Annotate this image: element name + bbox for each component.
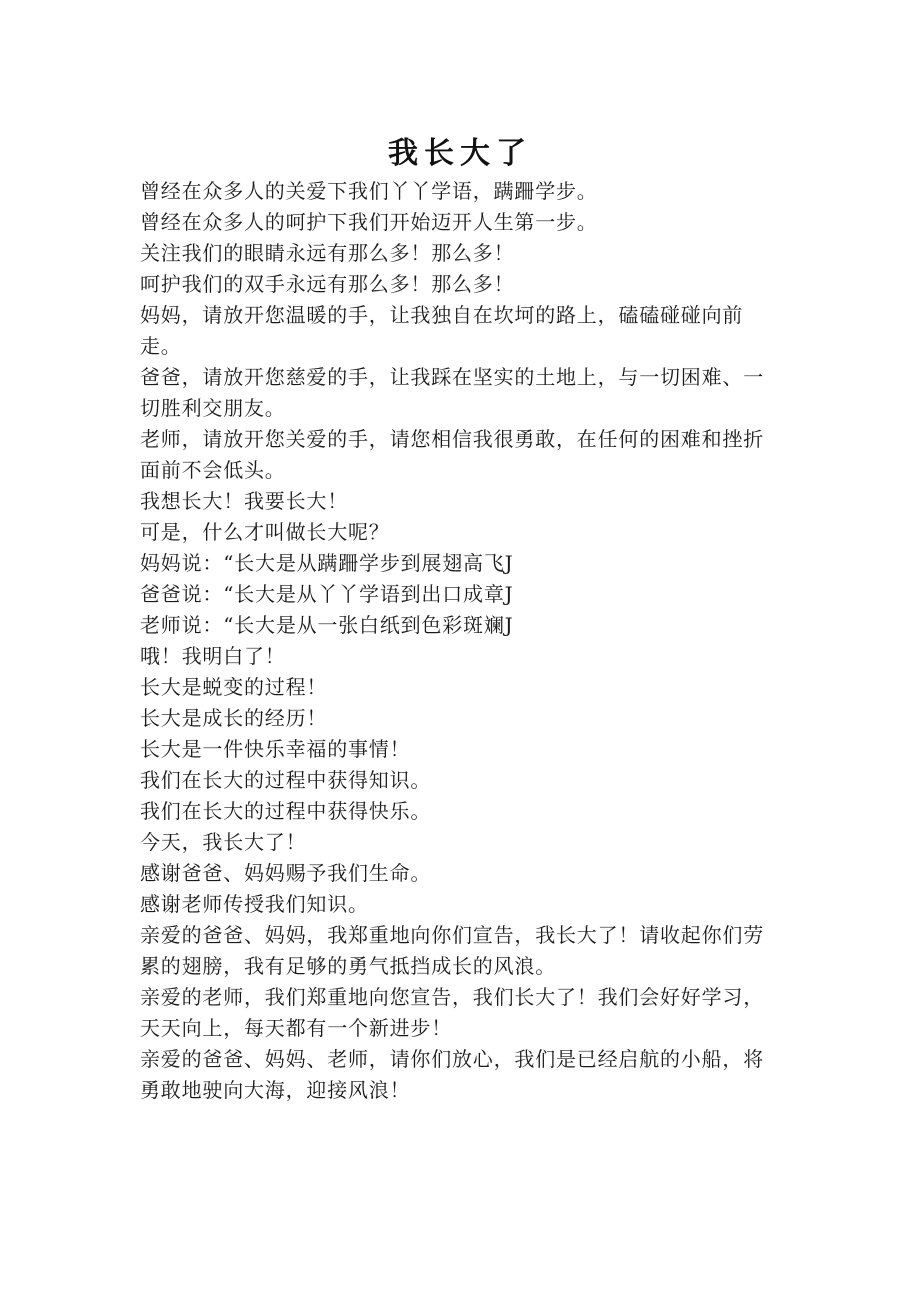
paragraph: 曾经在众多人的呵护下我们开始迈开人生第一步。 (140, 210, 598, 234)
paragraph: 亲爱的老师，我们郑重地向您宣告，我们长大了！我们会好好学习，天天向上，每天都有一个新进步！ (140, 985, 764, 1040)
paragraph: 今天，我长大了！ (140, 830, 307, 854)
paragraph: 我们在长大的过程中获得快乐。 (140, 799, 432, 823)
paragraph: 妈妈，请放开您温暖的手，让我独自在坎坷的路上，磕磕碰碰向前走。 (140, 303, 744, 358)
paragraph: 爸爸，请放开您慈爱的手，让我踩在坚实的土地上，与一切困难、一切胜利交朋友。 (140, 365, 764, 420)
paragraph: 妈妈说：“长大是从蹒跚学步到展翅高飞J (140, 551, 514, 575)
paragraph: 哦！我明白了！ (140, 644, 286, 668)
paragraph: 长大是蜕变的过程！ (140, 675, 328, 699)
paragraph: 感谢爸爸、妈妈赐予我们生命。 (140, 861, 432, 885)
paragraph: 老师，请放开您关爱的手，请您相信我很勇敢，在任何的困难和挫折面前不会低头。 (140, 427, 764, 482)
paragraph: 爸爸说：“长大是从丫丫学语到出口成章J (140, 582, 514, 606)
paragraph: 可是，什么才叫做长大呢？ (140, 520, 390, 544)
paragraph: 曾经在众多人的关爱下我们丫丫学语，蹒跚学步。 (140, 179, 598, 203)
paragraph: 关注我们的眼睛永远有那么多！那么多！ (140, 241, 515, 265)
document-title: 我长大了 (388, 136, 532, 171)
paragraph: 亲爱的爸爸、妈妈，我郑重地向你们宣告，我长大了！请收起你们劳累的翅膀，我有足够的勇气抵挡成长的风浪。 (140, 923, 764, 978)
paragraph: 呵护我们的双手永远有那么多！那么多！ (140, 272, 515, 296)
paragraph: 长大是成长的经历！ (140, 706, 328, 730)
paragraph: 长大是一件快乐幸福的事情！ (140, 737, 411, 761)
paragraph: 感谢老师传授我们知识。 (140, 892, 369, 916)
document-body (140, 176, 775, 1106)
paragraph: 亲爱的爸爸、妈妈、老师，请你们放心，我们是已经启航的小船，将勇敢地驶向大海，迎接风浪！ (140, 1047, 764, 1102)
paragraph: 我想长大！我要长大！ (140, 489, 348, 513)
paragraph: 老师说：“长大是从一张白纸到色彩斑斓J (140, 613, 514, 637)
paragraph: 我们在长大的过程中获得知识。 (140, 768, 432, 792)
